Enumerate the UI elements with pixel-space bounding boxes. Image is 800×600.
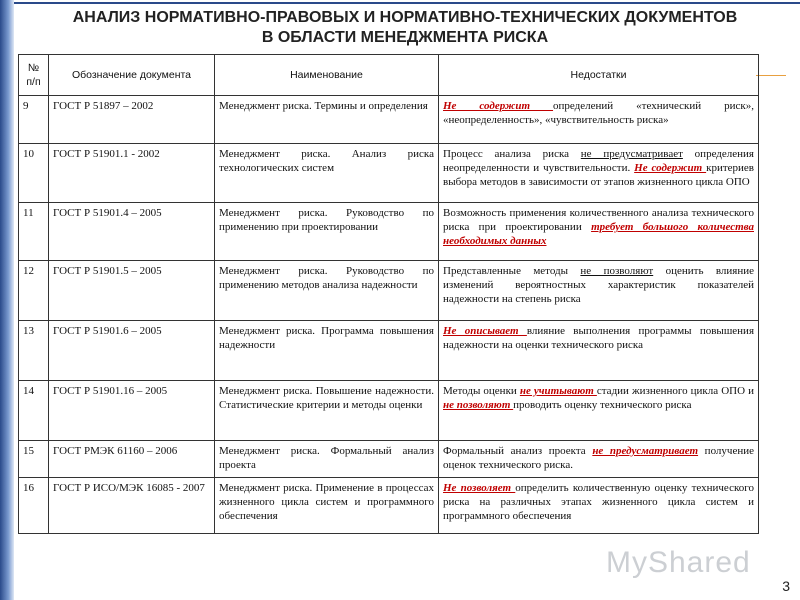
- defect-text: стадии жизненного цикла ОПО и: [596, 385, 754, 397]
- document-name: Менеджмент риска. Повышение надежности. Статистические критерии и методы оценки: [215, 381, 439, 441]
- defect-text: оценить влияние изменений вероятностных характеристик показателей надежности на степень риска: [443, 265, 754, 305]
- table-row: [19, 203, 759, 261]
- defect-highlight: Не позволяет: [443, 482, 516, 494]
- document-code: ГОСТ Р 51901.5 – 2005: [49, 261, 215, 321]
- header-code: Обозначение документа: [49, 55, 215, 96]
- document-code: ГОСТ Р 51897 – 2002: [49, 96, 215, 144]
- row-number: 10: [19, 144, 49, 203]
- defect-text: Процесс анализа риска: [443, 148, 581, 160]
- table-header-row: [19, 55, 759, 96]
- row-number: 12: [19, 261, 49, 321]
- document-code: ГОСТ Р 51901.16 – 2005: [49, 381, 215, 441]
- document-code: ГОСТ РМЭК 61160 – 2006: [49, 441, 215, 478]
- document-name: Менеджмент риска. Формальный анализ проекта: [215, 441, 439, 478]
- document-code: ГОСТ Р 51901.6 – 2005: [49, 321, 215, 381]
- page-title: [20, 8, 790, 48]
- defect-text: влияние выполнения программы повышения надежности на оценки технического риска: [443, 325, 754, 351]
- defect-text: определить количественную оценку технического риска на различных этапах жизненного цикла систем и программного обеспечения: [443, 482, 754, 522]
- title-line-1: АНАЛИЗ НОРМАТИВНО-ПРАВОВЫХ И НОРМАТИВНО-ТЕХНИЧЕСКИХ ДОКУМЕНТОВ: [72, 9, 738, 26]
- row-number: 16: [19, 478, 49, 534]
- table-row: [19, 381, 759, 441]
- document-defects: [439, 381, 759, 441]
- defect-highlight: Не описывает: [443, 325, 527, 337]
- defect-text: Представленные методы: [443, 265, 581, 277]
- document-code: ГОСТ Р 51901.1 - 2002: [49, 144, 215, 203]
- document-defects: [439, 144, 759, 203]
- page-number: 3: [782, 578, 790, 594]
- defect-text: Формальный анализ проекта: [443, 445, 593, 457]
- defect-text: проводить оценку технического риска: [513, 399, 692, 411]
- title-line-2: В ОБЛАСТИ МЕНЕДЖМЕНТА РИСКА: [261, 29, 549, 46]
- defect-text: не позволяют: [580, 265, 654, 277]
- row-number: 13: [19, 321, 49, 381]
- table-row: [19, 441, 759, 478]
- watermark-logo: MyShared: [606, 546, 751, 579]
- document-defects: [439, 96, 759, 144]
- defect-highlight: Не содержит: [634, 162, 707, 174]
- document-defects: [439, 321, 759, 381]
- table-row: [19, 144, 759, 203]
- document-code: ГОСТ Р ИСО/МЭК 16085 - 2007: [49, 478, 215, 534]
- row-number: 11: [19, 203, 49, 261]
- table-row: [19, 261, 759, 321]
- defect-text: определений «технический риск», «неопределенность», «чувствительность риска»: [443, 100, 754, 126]
- header-num: № п/п: [19, 55, 49, 96]
- table-body: [19, 96, 759, 534]
- defect-text: не предусматривает: [580, 148, 683, 160]
- row-number: 14: [19, 381, 49, 441]
- row-number: 9: [19, 96, 49, 144]
- defect-text: критериев выбора методов в зависимости от этапов жизненного цикла ОПО: [443, 162, 754, 188]
- defect-text: Возможность применения количественного анализа технического риска при проектировании: [443, 207, 754, 233]
- document-defects: [439, 261, 759, 321]
- table-row: [19, 478, 759, 534]
- defect-text: определения неопределенности и чувствительности.: [443, 148, 754, 174]
- document-name: Менеджмент риска. Программа повышения надежности: [215, 321, 439, 381]
- document-name: Менеджмент риска. Руководство по применению при проектировании: [215, 203, 439, 261]
- document-code: ГОСТ Р 51901.4 – 2005: [49, 203, 215, 261]
- slide-top-line: [14, 2, 800, 4]
- defect-text: Методы оценки: [443, 385, 520, 397]
- slide-side-bar: [0, 0, 14, 600]
- document-defects: [439, 478, 759, 534]
- document-name: Менеджмент риска. Анализ риска технологических систем: [215, 144, 439, 203]
- defect-highlight: Не содержит: [443, 100, 554, 112]
- defect-highlight: требует большого количества необходимых данных: [443, 221, 754, 247]
- document-name: Менеджмент риска. Применение в процессах жизненного цикла систем и программного обеспечения: [215, 478, 439, 534]
- defect-highlight: не позволяют: [443, 399, 514, 411]
- accent-line: [756, 75, 786, 76]
- documents-table: [18, 54, 759, 534]
- table-row: [19, 321, 759, 381]
- document-defects: [439, 441, 759, 478]
- document-name: Менеджмент риска. Руководство по применению методов анализа надежности: [215, 261, 439, 321]
- document-name: Менеджмент риска. Термины и определения: [215, 96, 439, 144]
- header-name: Наименование: [215, 55, 439, 96]
- defect-highlight: не предусматривает: [592, 445, 699, 457]
- document-defects: [439, 203, 759, 261]
- table-row: [19, 96, 759, 144]
- defect-highlight: не учитывают: [519, 385, 597, 397]
- row-number: 15: [19, 441, 49, 478]
- defect-text: получение оценок технического риска.: [443, 445, 754, 471]
- header-defects: Недостатки: [439, 55, 759, 96]
